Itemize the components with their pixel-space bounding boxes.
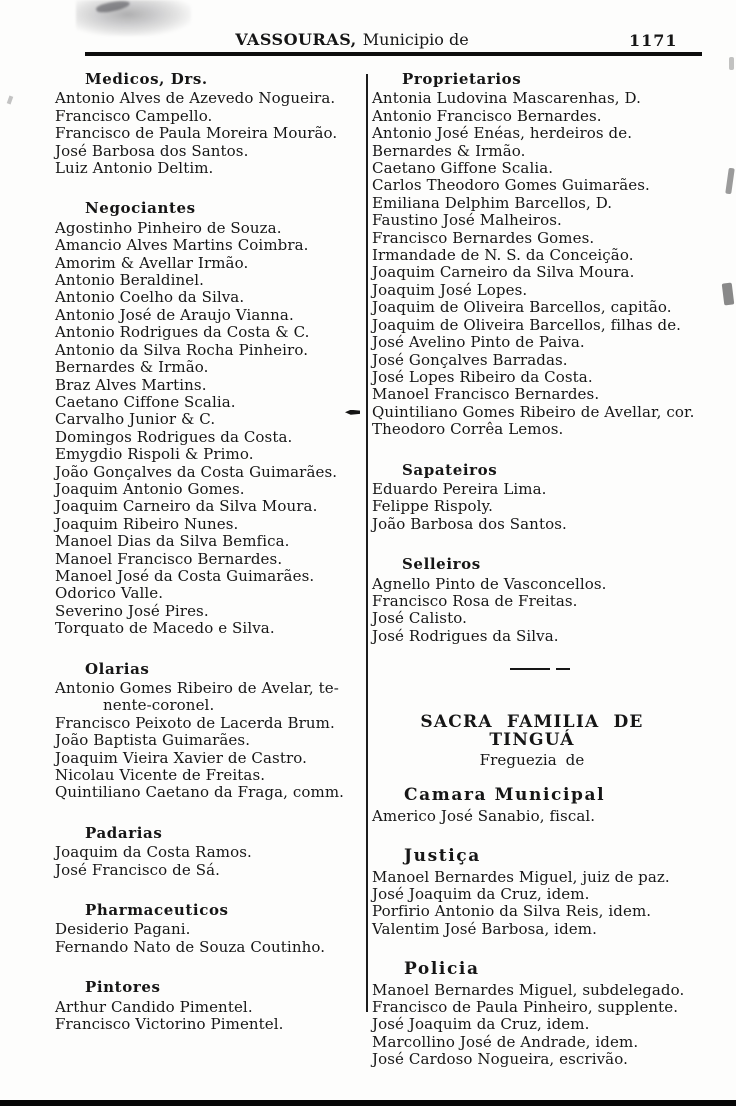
list-item: José Joaquim da Cruz, idem. [372,885,590,904]
list-item: Americo José Sanabio, fiscal. [372,806,596,825]
section-heading: Camara Municipal [404,785,606,806]
list-item: Fernando Nato de Souza Coutinho. [55,937,326,956]
list-item: Emygdio Rispoli & Primo. [55,445,254,464]
section-pharmaceuticos [55,902,361,956]
list-item: Odorico Valle. [55,584,164,603]
list-item: Amancio Alves Martins Coimbra. [55,236,309,255]
list-item: Joaquim Carneiro da Silva Moura. [55,497,318,516]
list-item: Bernardes & Irmão. [55,358,209,377]
list-item: Francisco Bernardes Gomes. [372,228,595,247]
list-item: José Lopes Ribeiro da Costa. [372,367,593,386]
list-item: Braz Alves Martins. [55,375,207,394]
list-item: Arthur Candido Pimentel. [55,997,253,1016]
list-item: Joaquim Vieira Xavier de Castro. [55,748,307,767]
section-camara-municipal [372,787,724,825]
freguezia-subtitle: Freguezia de [479,751,585,769]
section-policia [372,961,724,1068]
list-item: José Rodrigues da Silva. [372,626,559,645]
section-heading: Sapateiros [402,460,498,479]
list-item: Antonio Rodrigues da Costa & C. [55,323,310,342]
section-sapateiros [372,462,724,534]
list-item: Antonio José Enéas, herdeiros de. [372,124,633,143]
left-column [55,71,361,1057]
list-item: Agostinho Pinheiro de Souza. [55,218,282,237]
header-rule [85,52,702,56]
list-item: João Gonçalves da Costa Guimarães. [55,462,338,481]
section-heading: Justiça [404,846,481,867]
section-divider-dash [510,668,724,670]
list-item: Antonia Ludovina Mascarenhas, D. [372,89,641,108]
list-item: Antonio da Silva Rocha Pinheiro. [55,340,309,359]
scan-mark-right-edge [729,57,734,70]
list-item: Emiliana Delphim Barcellos, D. [372,193,613,212]
list-item: Agnello Pinto de Vasconcellos. [372,574,607,593]
list-item: Joaquim Ribeiro Nunes. [55,514,239,533]
section-selleiros [372,556,724,645]
list-item: Francisco de Paula Pinheiro, supplente. [372,998,679,1017]
list-item: Marcollino José de Andrade, idem. [372,1032,639,1051]
list-item: Theodoro Corrêa Lemos. [372,420,564,439]
list-item: Quintiliano Gomes Ribeiro de Avellar, cor. [372,404,724,421]
running-head-label: Municipio de [362,30,469,49]
list-item: João Barbosa dos Santos. [372,514,567,533]
section-heading: Pintores [85,978,161,997]
list-item: José Barbosa dos Santos. [55,141,249,160]
section-heading: Pharmaceuticos [85,901,229,920]
section-heading: Padarias [85,823,163,842]
list-item: Manoel Francisco Bernardes. [55,549,283,568]
list-item: Joaquim José Lopes. [372,280,528,299]
section-proprietarios [372,71,724,439]
list-item: Joaquim de Oliveira Barcellos, filhas de. [372,315,682,334]
list-item: Faustino José Malheiros. [372,211,562,230]
list-item: Eduardo Pereira Lima. [372,479,547,498]
running-head [0,30,720,49]
section-heading: Policia [404,959,480,980]
list-item: José Avelino Pinto de Paiva. [372,333,585,352]
list-item: Joaquim da Costa Ramos. [55,843,252,862]
list-item: Felippe Rispoly. [372,497,493,516]
list-item: Carvalho Junior & C. [55,410,216,429]
list-item: Torquato de Macedo e Silva. [55,619,275,638]
list-item: João Baptista Guimarães. [55,731,251,750]
page-number: 1171 [629,31,678,50]
list-item: Manoel José da Costa Guimarães. [55,566,315,585]
list-item: Antonio Beraldinel. [55,271,205,290]
list-item: Joaquim Carneiro da Silva Moura. [372,263,635,282]
section-heading: Selleiros [402,555,481,574]
list-item: Manoel Dias da Silva Bemfica. [55,532,290,551]
list-item: Valentim José Barbosa, idem. [372,919,597,938]
section-medicos-drs [55,71,361,177]
list-item: Antonio Coelho da Silva. [55,288,245,307]
section-pintores [55,979,361,1033]
list-item: Manoel Bernardes Miguel, juiz de paz. [372,867,670,886]
list-item: José Gonçalves Barradas. [372,350,568,369]
list-item: Amorim & Avellar Irmão. [55,253,249,272]
list-item: Manoel Francisco Bernardes. [372,385,600,404]
list-item: Antonio Gomes Ribeiro de Avelar, te- nente-coronel. [55,679,339,715]
section-heading: Negociantes [85,199,196,218]
list-item: Luiz Antonio Deltim. [55,159,214,178]
freguezia-header [372,714,692,769]
section-justi-a [372,848,724,938]
scan-mark-left-edge [7,96,13,105]
list-item: Francisco de Paula Moreira Mourão. [55,124,338,143]
list-item: José Francisco de Sá. [55,860,220,879]
list-item: José Cardoso Nogueira, escrivão. [372,1050,628,1069]
section-olarias [55,661,361,802]
list-item: Domingos Rodrigues da Costa. [55,427,293,446]
list-item: Francisco Victorino Pimentel. [55,1015,284,1034]
list-item: Joaquim Antonio Gomes. [55,479,245,498]
running-head-municipality: VASSOURAS, [235,30,357,49]
list-item: José Joaquim da Cruz, idem. [372,1015,590,1034]
scan-mark-right-edge [725,168,735,195]
section-heading: Medicos, Drs. [85,70,208,88]
list-item: Francisco Rosa de Freitas. [372,591,578,610]
list-item: Caetano Ciffone Scalia. [55,392,236,411]
list-item: Joaquim de Oliveira Barcellos, capitão. [372,298,672,317]
list-item: Carlos Theodoro Gomes Guimarães. [372,176,650,195]
list-item: Antonio Francisco Bernardes. [372,106,602,125]
freguezia-title: SACRA FAMILIA DE TINGUÁ [420,712,644,750]
section-negociantes [55,200,361,637]
list-item: Bernardes & Irmão. [372,141,526,160]
list-item: Francisco Peixoto de Lacerda Brum. [55,713,335,732]
column-divider-rule [366,74,368,1012]
list-item: José Calisto. [372,609,467,628]
list-item: Irmandade de N. S. da Conceição. [372,246,634,265]
section-padarias [55,825,361,879]
scan-edge-bar [0,1100,736,1106]
list-item: Antonio José de Araujo Vianna. [55,305,294,324]
list-item: Antonio Alves de Azevedo Nogueira. [55,89,336,108]
list-item: Francisco Campello. [55,106,213,125]
section-heading: Proprietarios [402,70,522,88]
right-column [372,71,724,1092]
list-item: Nicolau Vicente de Freitas. [55,766,266,785]
list-item: Severino José Pires. [55,601,209,620]
list-item: Porfirio Antonio da Silva Reis, idem. [372,902,652,921]
list-item: Caetano Giffone Scalia. [372,159,554,178]
section-heading: Olarias [85,659,150,678]
list-item: Desiderio Pagani. [55,920,191,939]
list-item: Quintiliano Caetano da Fraga, comm. [55,783,345,802]
list-item: Manoel Bernardes Miguel, subdelegado. [372,980,685,999]
